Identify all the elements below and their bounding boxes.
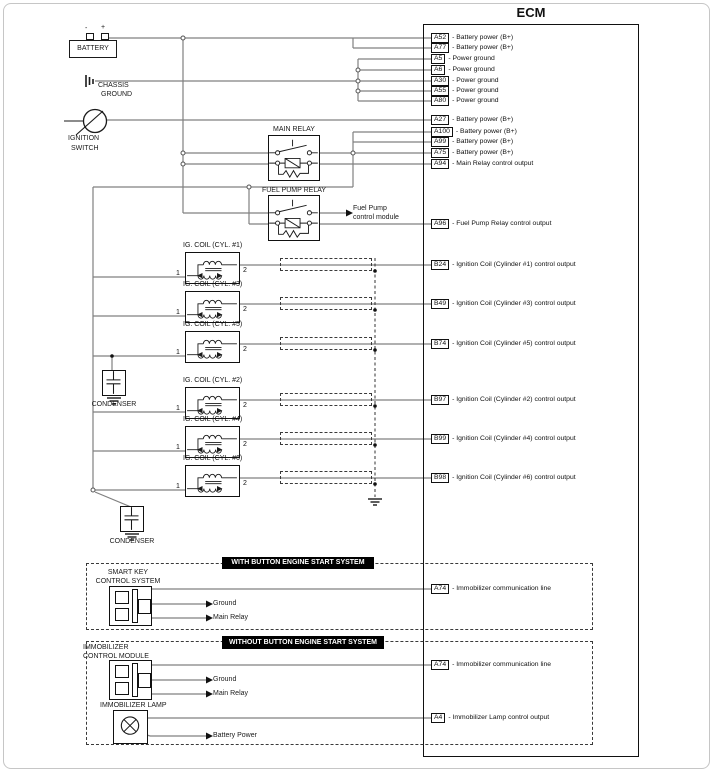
ecm-pin-box: A74: [431, 660, 449, 670]
coil-pin1-label: 1: [176, 405, 180, 412]
ecm-pin-B97: [431, 394, 576, 405]
ignition-coil-symbol: [186, 292, 238, 321]
coil-pin2-label: 2: [243, 441, 247, 448]
ecm-pin-desc: - Ignition Coil (Cylinder #5) control output: [452, 340, 576, 347]
ecm-pin-box: A6: [431, 65, 445, 75]
coil-label: IG. COIL (CYL. #6): [183, 455, 243, 462]
condenser-lower-box: [120, 506, 144, 532]
coil-harness-dashed-box: [280, 258, 372, 271]
coil-pin1-label: 1: [176, 483, 180, 490]
immobilizer-lamp-label: IMMOBILIZER LAMP: [100, 702, 167, 709]
with-button-banner: WITH BUTTON ENGINE START SYSTEM: [222, 557, 374, 569]
main-relay-box: [268, 135, 320, 181]
ecm-pin-box: B74: [431, 339, 449, 349]
fuel-pump-dest-1: Fuel Pump: [353, 205, 387, 212]
coil-harness-dashed-box: [280, 393, 372, 406]
ecm-pin-box: A55: [431, 86, 449, 96]
ecm-pin-box: A94: [431, 159, 449, 169]
without-button-banner: WITHOUT BUTTON ENGINE START SYSTEM: [222, 636, 384, 649]
ecm-pin-box: B99: [431, 434, 449, 444]
coil-pin1-label: 1: [176, 349, 180, 356]
smart-key-label-1: SMART KEY: [107, 569, 149, 576]
ecm-pin-A75: [431, 147, 513, 158]
ignition-coil-box: [185, 331, 240, 363]
condenser-upper-label: CONDENSER: [91, 401, 137, 408]
fuel-pump-dest-2: control module: [353, 214, 399, 221]
ecm-pin-desc: - Ignition Coil (Cylinder #1) control output: [452, 261, 576, 268]
ignition-coil-box: [185, 291, 240, 323]
ecm-pin-A99: [431, 136, 513, 147]
ecm-pin-desc: - Main Relay control output: [452, 160, 534, 167]
battery-terminal-plus: [101, 33, 109, 40]
coil-pin2-label: 2: [243, 346, 247, 353]
immobilizer-label-1: IMMOBILIZER: [83, 644, 129, 651]
ecm-pin-box: A4: [431, 713, 445, 723]
ignition-coil-box: [185, 387, 240, 419]
ecm-pin-A4: [431, 712, 549, 723]
chassis-ground-label-1: CHASSIS: [98, 82, 129, 89]
ecm-pin-B24: [431, 259, 576, 270]
battery-label: BATTERY: [77, 45, 109, 52]
with-button-section-box: [86, 563, 593, 630]
fuel-pump-relay-label: FUEL PUMP RELAY: [261, 187, 327, 194]
coil-label: IG. COIL (CYL. #4): [183, 416, 243, 423]
ecm-pin-box: A52: [431, 33, 449, 43]
coil-pin2-label: 2: [243, 306, 247, 313]
ecm-pin-B74: [431, 338, 576, 349]
ecm-pin-box: A30: [431, 76, 449, 86]
ecm-pin-box: A96: [431, 219, 449, 229]
ecm-pin-desc: - Power ground: [452, 97, 499, 104]
condenser-upper-box: [102, 370, 126, 396]
ecm-pin-desc: - Battery power (B+): [452, 138, 514, 145]
coil-pin1-label: 1: [176, 270, 180, 277]
ecm-pin-B98: [431, 472, 576, 483]
ecm-pin-box: A75: [431, 148, 449, 158]
ecm-pin-desc: - Battery power (B+): [452, 116, 514, 123]
ecm-pin-box: B97: [431, 395, 449, 405]
ecm-pin-box: A80: [431, 96, 449, 106]
ignition-coil-symbol: [186, 427, 238, 456]
coil-label: IG. COIL (CYL. #5): [183, 321, 243, 328]
ecm-pin-desc: - Battery power (B+): [452, 44, 514, 51]
ecm-pin-desc: - Power ground: [452, 77, 499, 84]
sk-main-relay-label: Main Relay: [213, 614, 249, 621]
coil-pin1-label: 1: [176, 309, 180, 316]
relay-symbol: [269, 136, 318, 179]
coil-label: IG. COIL (CYL. #2): [183, 377, 243, 384]
fuel-pump-relay-box: [268, 195, 320, 241]
ecm-pin-desc: - Fuel Pump Relay control output: [452, 220, 552, 227]
battery-plus-sign: +: [101, 24, 106, 31]
battery-terminal-minus: [86, 33, 94, 40]
ecm-pin-desc: - Ignition Coil (Cylinder #2) control output: [452, 396, 576, 403]
ignition-coil-symbol: [186, 388, 238, 417]
ecm-pin-box: A5: [431, 54, 445, 64]
battery-minus-sign: -: [85, 25, 88, 32]
condenser-lower-label: CONDENSER: [109, 538, 155, 545]
ecm-pin-desc: - Power ground: [452, 87, 499, 94]
ignition-coil-box: [185, 426, 240, 458]
ecm-pin-box: A74: [431, 584, 449, 594]
smart-key-label-2: CONTROL SYSTEM: [95, 578, 161, 585]
coil-pin1-label: 1: [176, 444, 180, 451]
capacitor-symbol: [121, 507, 142, 530]
ecm-pin-desc: - Ignition Coil (Cylinder #3) control output: [452, 300, 576, 307]
ecm-pin-box: B98: [431, 473, 449, 483]
coil-pin2-label: 2: [243, 267, 247, 274]
main-relay-label: MAIN RELAY: [273, 126, 315, 133]
ecm-pin-box: B24: [431, 260, 449, 270]
ecm-pin-A94: [431, 158, 533, 169]
battery-power-label: Battery Power: [213, 732, 257, 739]
capacitor-symbol: [103, 371, 124, 394]
relay-symbol: [269, 196, 318, 239]
ecm-pin-A77: [431, 42, 513, 53]
coil-harness-dashed-box: [280, 297, 372, 310]
ecm-pin-desc: - Power ground: [448, 55, 495, 62]
ignition-coil-box: [185, 252, 240, 284]
ecm-pin-desc: - Immobilizer Lamp control output: [448, 714, 550, 721]
ecm-pin-desc: - Battery power (B+): [455, 128, 517, 135]
ecm-pin-desc: - Ignition Coil (Cylinder #6) control output: [452, 474, 576, 481]
immobilizer-lamp-icon: [113, 710, 148, 744]
ignition-switch-label-2: SWITCH: [71, 145, 99, 152]
ecm-pin-box: A77: [431, 43, 449, 53]
ecm-pin-B99: [431, 433, 576, 444]
coil-harness-dashed-box: [280, 471, 372, 484]
ecm-pin-box: A100: [431, 127, 453, 137]
ecm-pin-box: B49: [431, 299, 449, 309]
coil-label: IG. COIL (CYL. #1): [183, 242, 243, 249]
coil-label: IG. COIL (CYL. #3): [183, 281, 243, 288]
ignition-switch-label-1: IGNITION: [68, 135, 100, 142]
im-ground-label: Ground: [213, 676, 237, 683]
ignition-coil-box: [185, 465, 240, 497]
without-button-section-box: [86, 641, 593, 745]
ecm-pin-desc: - Power ground: [448, 66, 495, 73]
coil-pin2-label: 2: [243, 402, 247, 409]
sk-ground-label: Ground: [213, 600, 237, 607]
ignition-coil-symbol: [186, 332, 238, 361]
ecm-pin-desc: - Ignition Coil (Cylinder #4) control output: [452, 435, 576, 442]
immobilizer-label-2: CONTROL MODULE: [83, 653, 149, 660]
ecm-title: ECM: [516, 5, 546, 20]
ecm-pin-A6: [431, 64, 495, 75]
ecm-pin-desc: - Immobilizer communication line: [452, 585, 552, 592]
coil-pin2-label: 2: [243, 480, 247, 487]
ecm-pin-A5: [431, 53, 495, 64]
ecm-pin-box: A99: [431, 137, 449, 147]
chassis-ground-label-2: GROUND: [101, 91, 133, 98]
ecm-pin-desc: - Battery power (B+): [452, 149, 514, 156]
ecm-pin-desc: - Immobilizer communication line: [452, 661, 552, 668]
ecm-pin-A27: [431, 114, 513, 125]
ecm-pin-A74: [431, 659, 551, 670]
ecm-pin-A96: [431, 218, 551, 229]
ecm-pin-B49: [431, 298, 576, 309]
ecm-pin-desc: - Battery power (B+): [452, 34, 514, 41]
ignition-coil-symbol: [186, 466, 238, 495]
im-main-relay-label: Main Relay: [213, 690, 249, 697]
immobilizer-connector-icon: [109, 660, 152, 700]
lamp-symbol: [114, 711, 146, 742]
ecm-pin-A80: [431, 95, 499, 106]
ecm-pin-A74: [431, 583, 551, 594]
smart-key-connector-icon: [109, 586, 152, 626]
ignition-coil-symbol: [186, 253, 238, 282]
coil-harness-dashed-box: [280, 432, 372, 445]
ecm-pin-box: A27: [431, 115, 449, 125]
coil-harness-dashed-box: [280, 337, 372, 350]
